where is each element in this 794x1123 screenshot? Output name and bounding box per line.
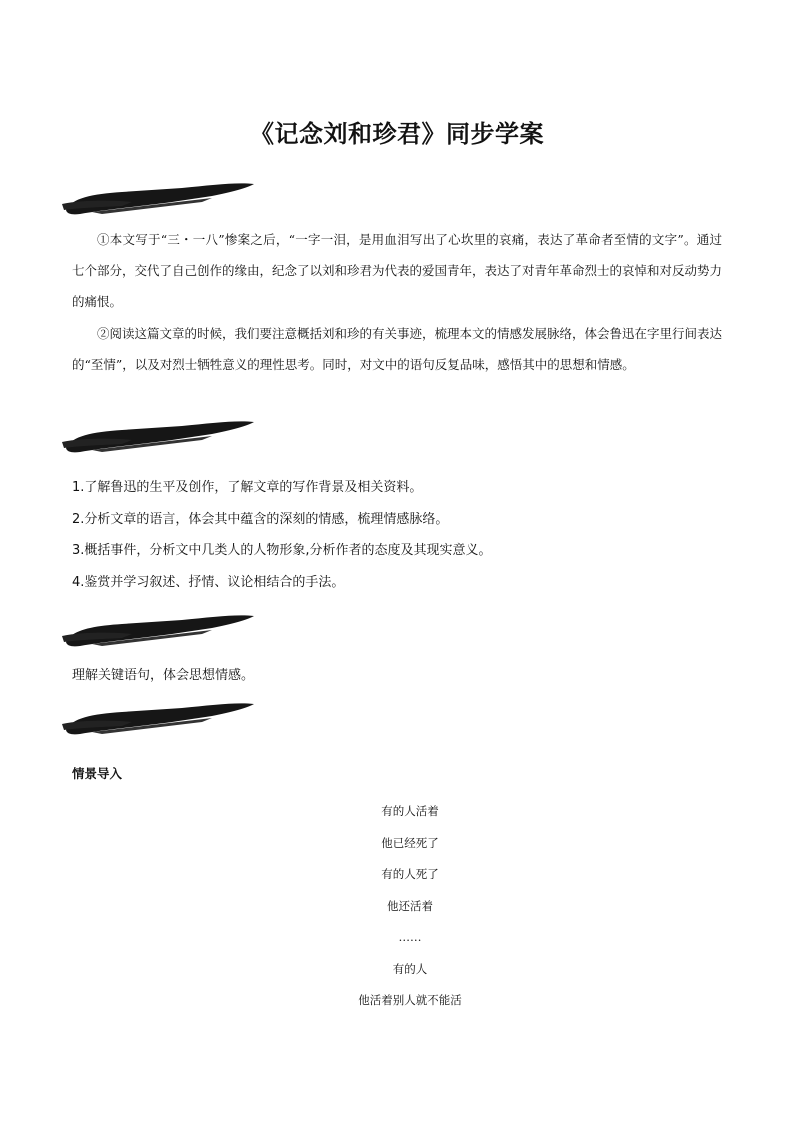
section-banner-1 [62,180,258,216]
scenario-intro-heading: 情景导入 [72,766,123,781]
poem-line: 他已经死了 [381,835,439,850]
poem-line: 有的人 [392,961,428,976]
list-item: 1.了解鲁迅的生平及创作，了解文章的写作背景及相关资料。 [72,480,423,495]
section-banner-3 [62,612,258,648]
intro-paragraph-1: ①本文写于“三・一八”惨案之后，“一字一泪，是用血泪写出了心坎里的哀痛，表达了革命者至情的文字”。通过七个部分，交代了自己创作的缘由，纪念了以刘和珍君为代表的爱国青年，表达了对青年革命烈士的哀悼和对反动势力的痛恨。 [72,232,723,309]
objectives-list [72,472,722,598]
list-item: 2.分析文章的语言，体会其中蕴含的深刻的情感，梳理情感脉络。 [72,511,449,527]
ink-brush-icon [62,700,258,736]
poem-line: 他还活着 [387,898,433,913]
ink-brush-icon [62,612,258,648]
poem-line: 他活着别人就不能活 [358,993,462,1007]
poem-line: 有的人活着 [381,804,439,818]
key-point-text: 理解关键语句，体会思想情感。 [72,668,255,683]
ink-brush-icon [62,180,258,216]
list-item: 3.概括事件，分析文中几类人的人物形象,分析作者的态度及其现实意义。 [72,543,492,558]
section-banner-2 [62,418,258,454]
section-banner-4 [62,700,258,736]
intro-paragraph-2: ②阅读这篇文章的时候，我们要注意概括刘和珍的有关事迹，梳理本文的情感发展脉络，体会鲁迅在字里行间表达的“至情”，以及对烈士牺牲意义的理性思考。同时，对文中的语句反复品味，感悟其中的思想和情感。 [72,326,723,372]
poem-line: …… [398,930,422,944]
page-title: 《记念刘和珍君》同步学案 [250,120,544,148]
ink-brush-icon [62,418,258,454]
poem [0,796,794,1017]
list-item: 4.鉴赏并学习叙述、抒情、议论相结合的手法。 [72,574,345,590]
poem-line: 有的人死了 [381,867,439,881]
